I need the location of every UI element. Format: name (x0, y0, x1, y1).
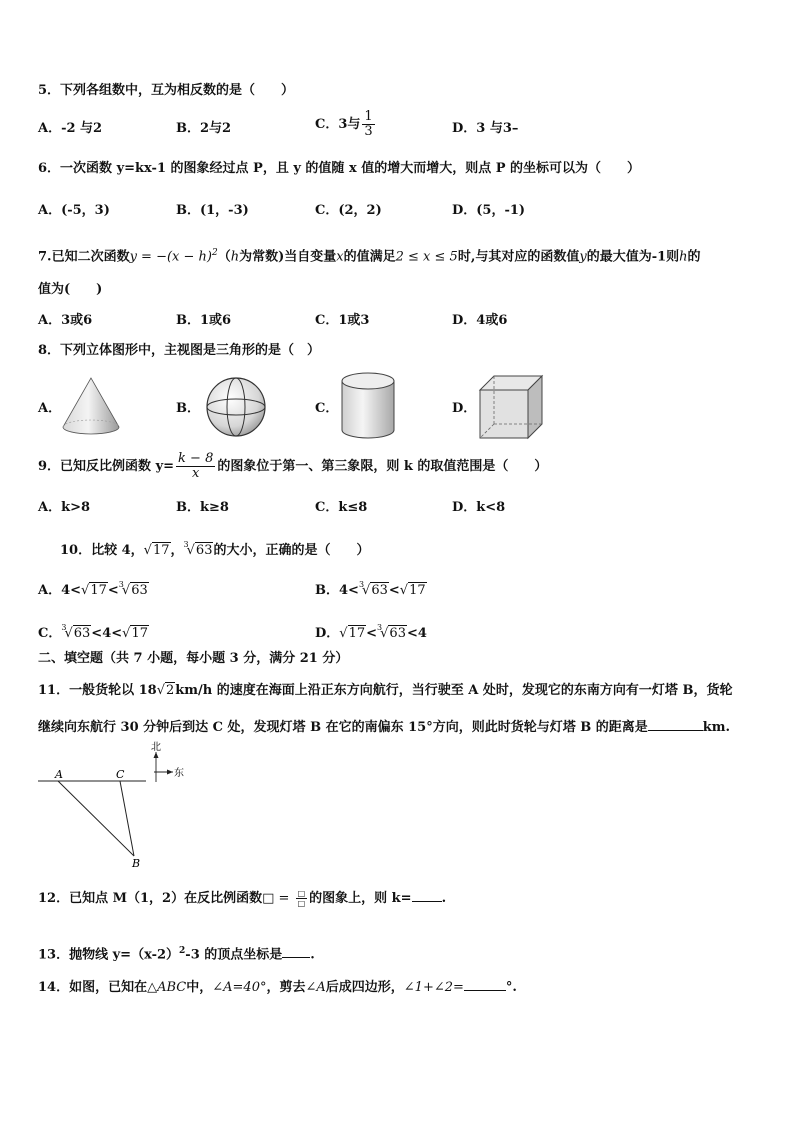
q11-stem (38, 682, 732, 700)
q11-line2-text: 继续向东航行 30 分钟后到达 C 处，发现灯塔 B 在它的南偏东 15°方向，则此时货轮与灯塔 B 的距离是 (38, 720, 648, 735)
q10-option-b: B．4<$^3$√63<√17 (315, 580, 426, 598)
q14-stem-a: 14．如图，已知在 (38, 980, 148, 995)
q7-h-var-2: h (679, 249, 688, 265)
q14-answer-blank[interactable] (464, 978, 506, 991)
q14-stem (38, 978, 517, 997)
q10-a-four: 4 (61, 583, 71, 598)
q10-sqrt17: √17 (143, 543, 170, 558)
q7-stem (38, 244, 701, 266)
q10-c-sqrt17: √17 (122, 626, 148, 641)
q9-fraction-num: k − 8 (178, 451, 214, 466)
q12-function-symbol: □ (262, 891, 275, 906)
q7-option-b: B．1或6 (176, 313, 232, 328)
q7-stem-g: 的 (687, 249, 701, 265)
q10-cbrt63: $^3$√63 (183, 540, 213, 558)
sphere-figure (205, 376, 267, 438)
q14-stem-d: 后成四边形， (325, 980, 404, 995)
q7-formula-sup: 2 (211, 248, 218, 258)
q7-stem-f: 的最大值为-1则 (586, 249, 680, 265)
q10-d-cbrt63: $^3$√63 (377, 623, 406, 641)
q12-end: . (441, 891, 447, 906)
section-2-heading: 二、填空题（共 7 小题，每小题 3 分，满分 21 分） (38, 651, 349, 666)
q10-b-four: 4 (339, 583, 349, 598)
cube-figure (478, 374, 544, 440)
q9-option-b: B．k≥8 (176, 500, 229, 515)
q9-fraction (176, 452, 215, 481)
q14-angle-a-2: ∠A (305, 980, 326, 995)
q10-d-lt2: < (406, 626, 418, 641)
q6-option-d: D．(5，-1) (452, 203, 526, 218)
q7-stem-d: 的值满足 (343, 249, 396, 265)
q11-stem-b: km/h 的速度在海面上沿正东方向航行，当行驶至 A 处时，发现它的东南方向有一灯塔 B，货轮 (175, 683, 733, 698)
q14-triangle: △ABC (147, 980, 187, 995)
q11-stem-a: 11．一般货轮以 18 (38, 683, 157, 698)
q10-c-four: 4 (102, 626, 112, 641)
q7-x-var: x (336, 249, 344, 265)
q10-a-cbrt63-value: 63 (131, 583, 148, 598)
q12-stem (38, 889, 446, 908)
q9-option-d: D．k<8 (452, 500, 506, 515)
q5-option-a: A．-2 与2 (38, 121, 103, 136)
q10-b-lt2: < (388, 583, 400, 598)
q5-option-d: D．3 与3– (452, 121, 519, 136)
q7-option-a: A．3或6 (38, 313, 93, 328)
q10-a-sqrt17: √17 (81, 583, 107, 598)
q11-north-label: 北 (151, 742, 161, 753)
q10-a-cbrt63: $^3$√63 (118, 580, 148, 598)
q10-c-lt2: < (111, 626, 123, 641)
q7-y-var: y (579, 249, 587, 265)
q7-stem-e: 时,与其对应的函数值 (457, 249, 580, 265)
q12-fraction-den: □ (297, 899, 306, 908)
q12-equals: = (274, 891, 294, 906)
q12-fraction (296, 889, 308, 908)
q10-b-cbrt63-value: 63 (371, 583, 388, 598)
q12-stem-b: 的图象上，则 k= (309, 891, 412, 906)
q10-a-lt1: < (70, 583, 82, 598)
q13-stem-b: -3 的顶点坐标是 (185, 947, 283, 963)
q8-stem: 8．下列立体图形中，主视图是三角形的是（ ） (38, 343, 321, 358)
q8-option-d: D． (452, 401, 477, 416)
q10-d-lt1: < (366, 626, 378, 641)
q5-option-c-prefix: C．3与 (315, 117, 361, 132)
q5-option-c (315, 110, 377, 139)
q10-stem (60, 536, 369, 560)
q10-option-c: C．$^3$√63<4<√17 (38, 623, 148, 641)
q5-fraction (362, 110, 374, 139)
q7-stem-line2: 值为( ) (38, 282, 103, 297)
q9-option-c: C．k≤8 (315, 500, 368, 515)
q5-fraction-den: 3 (364, 124, 373, 139)
q13-stem (38, 942, 315, 964)
q5-option-b: B．2与2 (176, 121, 232, 136)
q10-cbrt63-index: 3 (183, 540, 189, 549)
q5-stem: 5．下列各组数中，互为相反数的是（ ） (38, 83, 295, 98)
q10-c-cbrt63: $^3$√63 (61, 623, 91, 641)
q6-option-b: B．(1，-3) (176, 203, 249, 218)
q11-point-c-label: C (116, 768, 125, 781)
q11-east-label: 东 (174, 768, 184, 779)
q10-d-sqrt17-value: 17 (348, 626, 366, 641)
q5-fraction-num: 1 (364, 109, 373, 124)
q7-formula: y = −(x − h) (129, 249, 212, 265)
q10-c-cbrt63-value: 63 (73, 626, 91, 641)
cylinder-figure (340, 372, 396, 440)
q11-answer-blank[interactable] (648, 718, 703, 731)
q7-stem-c: 为常数)当自变量 (239, 249, 337, 265)
q10-d-four: 4 (417, 626, 427, 641)
q7-range: 2 ≤ x ≤ 5 (395, 249, 458, 265)
q9-stem-a: 9．已知反比例函数 y= (38, 459, 175, 474)
q13-answer-blank[interactable] (282, 945, 310, 958)
q10-option-d: D．√17<$^3$√63<4 (315, 623, 427, 641)
q9-stem-b: 的图象位于第一、第三象限，则 k 的取值范围是（ ） (217, 459, 548, 474)
q10-c-cbrt63-index: 3 (61, 623, 67, 632)
q10-a-sqrt17-value: 17 (90, 583, 107, 598)
q10-b-sqrt17-value: 17 (409, 583, 426, 598)
q7-option-c: C．1或3 (315, 313, 370, 328)
q12-stem-a: 12．已知点 M（1，2）在反比例函数 (38, 891, 263, 906)
q10-a-lt2: < (107, 583, 119, 598)
q8-option-c: C． (315, 401, 339, 416)
q10-option-a: A．4<√17<$^3$√63 (38, 580, 148, 598)
q8-option-b: B． (176, 401, 200, 416)
q14-angle-sum: ∠1+∠2= (403, 980, 464, 995)
q9-fraction-den: x (192, 466, 200, 481)
q14-stem-c: ，剪去 (266, 980, 306, 995)
q10-sqrt17-value: 17 (152, 543, 170, 558)
cone-figure (60, 375, 122, 437)
q11-point-a-label: A (55, 768, 63, 781)
q14-end: °. (505, 980, 517, 995)
q6-stem: 6．一次函数 y=kx-1 的图象经过点 P，且 y 的值随 x 值的增大而增大，则点 P 的坐标可以为（ ） (38, 161, 641, 176)
q10-b-sqrt17: √17 (399, 583, 426, 598)
q10-b-cbrt63: $^3$√63 (358, 580, 388, 598)
q13-stem-a: 13．抛物线 y=（x-2） (38, 947, 180, 963)
q12-answer-blank[interactable] (412, 889, 442, 902)
q10-c-sqrt17-value: 17 (131, 626, 148, 641)
q9-stem (38, 452, 547, 481)
q7-h-var: h (230, 249, 240, 265)
q14-stem-b: 中， (186, 980, 213, 995)
q10-d-cbrt63-index: 3 (377, 623, 383, 632)
q7-stem-a: 7.已知二次函数 (38, 249, 130, 265)
q11-sqrt2-value: 2 (166, 683, 175, 698)
q10-stem-a: 10．比较 4， (60, 543, 144, 558)
q13-sup: 2 (179, 946, 186, 956)
q10-d-cbrt63-value: 63 (389, 626, 406, 641)
q10-a-cbrt63-index: 3 (118, 580, 124, 589)
q10-b-lt1: < (348, 583, 359, 598)
q11-figure (36, 740, 196, 870)
q6-option-a: A．(-5，3) (38, 203, 110, 218)
q10-b-cbrt63-index: 3 (358, 580, 365, 589)
q11-point-b-label: B (132, 857, 141, 870)
q14-angle-a: ∠A=40° (212, 980, 267, 995)
q8-option-a: A． (38, 401, 62, 416)
q11-east-arrow-head (167, 770, 173, 775)
q13-end: . (310, 947, 315, 963)
q7-option-d: D．4或6 (452, 313, 508, 328)
q9-option-a: A．k>8 (38, 500, 91, 515)
q7-stem-b: （ (217, 249, 231, 265)
q10-stem-c: 的大小，正确的是（ ） (213, 543, 370, 558)
q10-d-sqrt17: √17 (339, 626, 366, 641)
q6-option-c: C．(2，2) (315, 203, 382, 218)
q10-c-lt1: < (91, 626, 103, 641)
q11-unit: km. (702, 720, 731, 735)
q12-fraction-num: □ (297, 889, 306, 898)
q11-stem-line2 (38, 718, 730, 737)
q10-cbrt63-value: 63 (195, 543, 213, 558)
q10-stem-b: ， (170, 543, 184, 558)
q11-sqrt2: √2 (156, 683, 175, 698)
